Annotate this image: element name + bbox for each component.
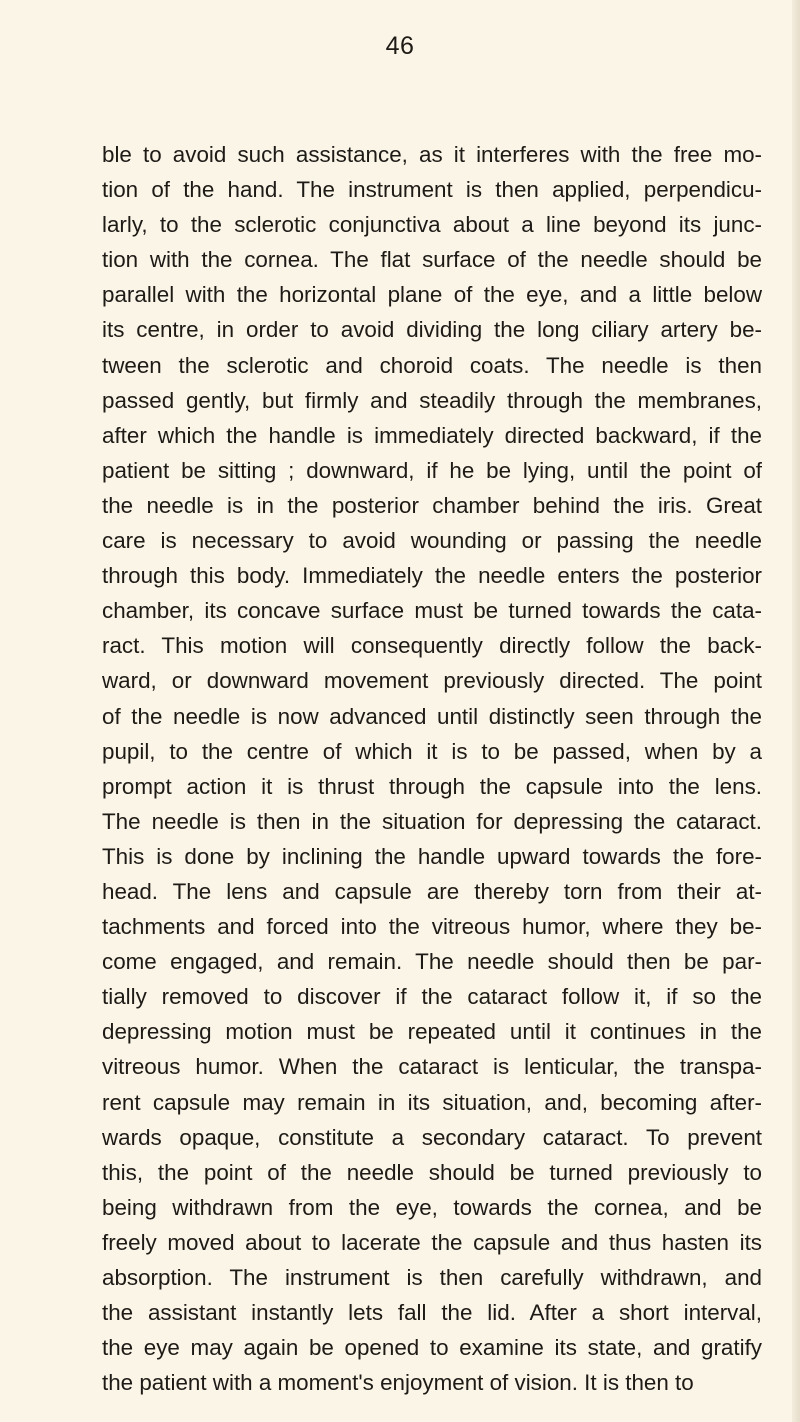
text-line: the assistant instantly lets fall the lid. After a short interval, — [102, 1300, 762, 1326]
text-line: patient be sitting ; downward, if he be lying, until the point of — [102, 457, 762, 483]
text-line: tachments and forced into the vitreous humor, where they be- — [102, 914, 762, 940]
body-text — [102, 137, 762, 1400]
page-number: 46 — [385, 32, 415, 60]
text-line: ract. This motion will consequently directly follow the back- — [102, 633, 762, 659]
text-line: through this body. Immediately the needle enters the posterior — [102, 563, 762, 589]
text-line: care is necessary to avoid wounding or passing the needle — [102, 528, 762, 554]
text-line: being withdrawn from the eye, towards the cornea, and be — [102, 1194, 762, 1220]
text-line: come engaged, and remain. The needle should then be par- — [102, 949, 762, 975]
text-line: prompt action it is thrust through the capsule into the lens. — [102, 773, 762, 799]
text-line: freely moved about to lacerate the capsule and thus hasten its — [102, 1229, 762, 1255]
text-line: larly, to the sclerotic conjunctiva about a line beyond its junc- — [102, 212, 762, 238]
text-line: the needle is in the posterior chamber behind the iris. Great — [102, 492, 762, 518]
text-line: rent capsule may remain in its situation, and, becoming after- — [102, 1089, 762, 1115]
text-line: wards opaque, constitute a secondary cataract. To prevent — [102, 1124, 762, 1150]
text-line: ble to avoid such assistance, as it interferes with the free mo- — [102, 142, 762, 167]
text-line: tion of the hand. The instrument is then applied, perpendicu- — [102, 177, 762, 203]
text-line: ward, or downward movement previously directed. The point — [102, 668, 762, 694]
text-line: the patient with a moment's enjoyment of vision. It is then to — [102, 1370, 694, 1396]
text-line: the eye may again be opened to examine its state, and gratify — [102, 1335, 762, 1361]
text-line: of the needle is now advanced until distinctly seen through the — [102, 703, 762, 729]
text-line: head. The lens and capsule are thereby torn from their at- — [102, 878, 762, 904]
text-line: chamber, its concave surface must be turned towards the cata- — [102, 598, 762, 624]
text-line: tween the sclerotic and choroid coats. The needle is then — [102, 352, 762, 378]
text-line: passed gently, but firmly and steadily through the membranes, — [102, 387, 762, 413]
text-line: vitreous humor. When the cataract is lenticular, the transpa- — [102, 1054, 762, 1080]
text-line: this, the point of the needle should be turned previously to — [102, 1159, 762, 1185]
page-edge-shadow — [792, 0, 800, 1422]
text-line: tially removed to discover if the cataract follow it, if so the — [102, 984, 762, 1010]
text-line: pupil, to the centre of which it is to be passed, when by a — [102, 738, 762, 764]
text-line: after which the handle is immediately directed backward, if the — [102, 422, 762, 448]
text-line: parallel with the horizontal plane of the eye, and a little below — [102, 282, 762, 308]
text-line: This is done by inclining the handle upward towards the fore- — [102, 843, 762, 869]
text-line: its centre, in order to avoid dividing the long ciliary artery be- — [102, 317, 762, 343]
text-line: absorption. The instrument is then carefully withdrawn, and — [102, 1265, 762, 1290]
text-line: tion with the cornea. The flat surface of the needle should be — [102, 247, 762, 273]
text-line: depressing motion must be repeated until it continues in the — [102, 1019, 762, 1045]
text-line: The needle is then in the situation for depressing the cataract. — [102, 808, 762, 834]
